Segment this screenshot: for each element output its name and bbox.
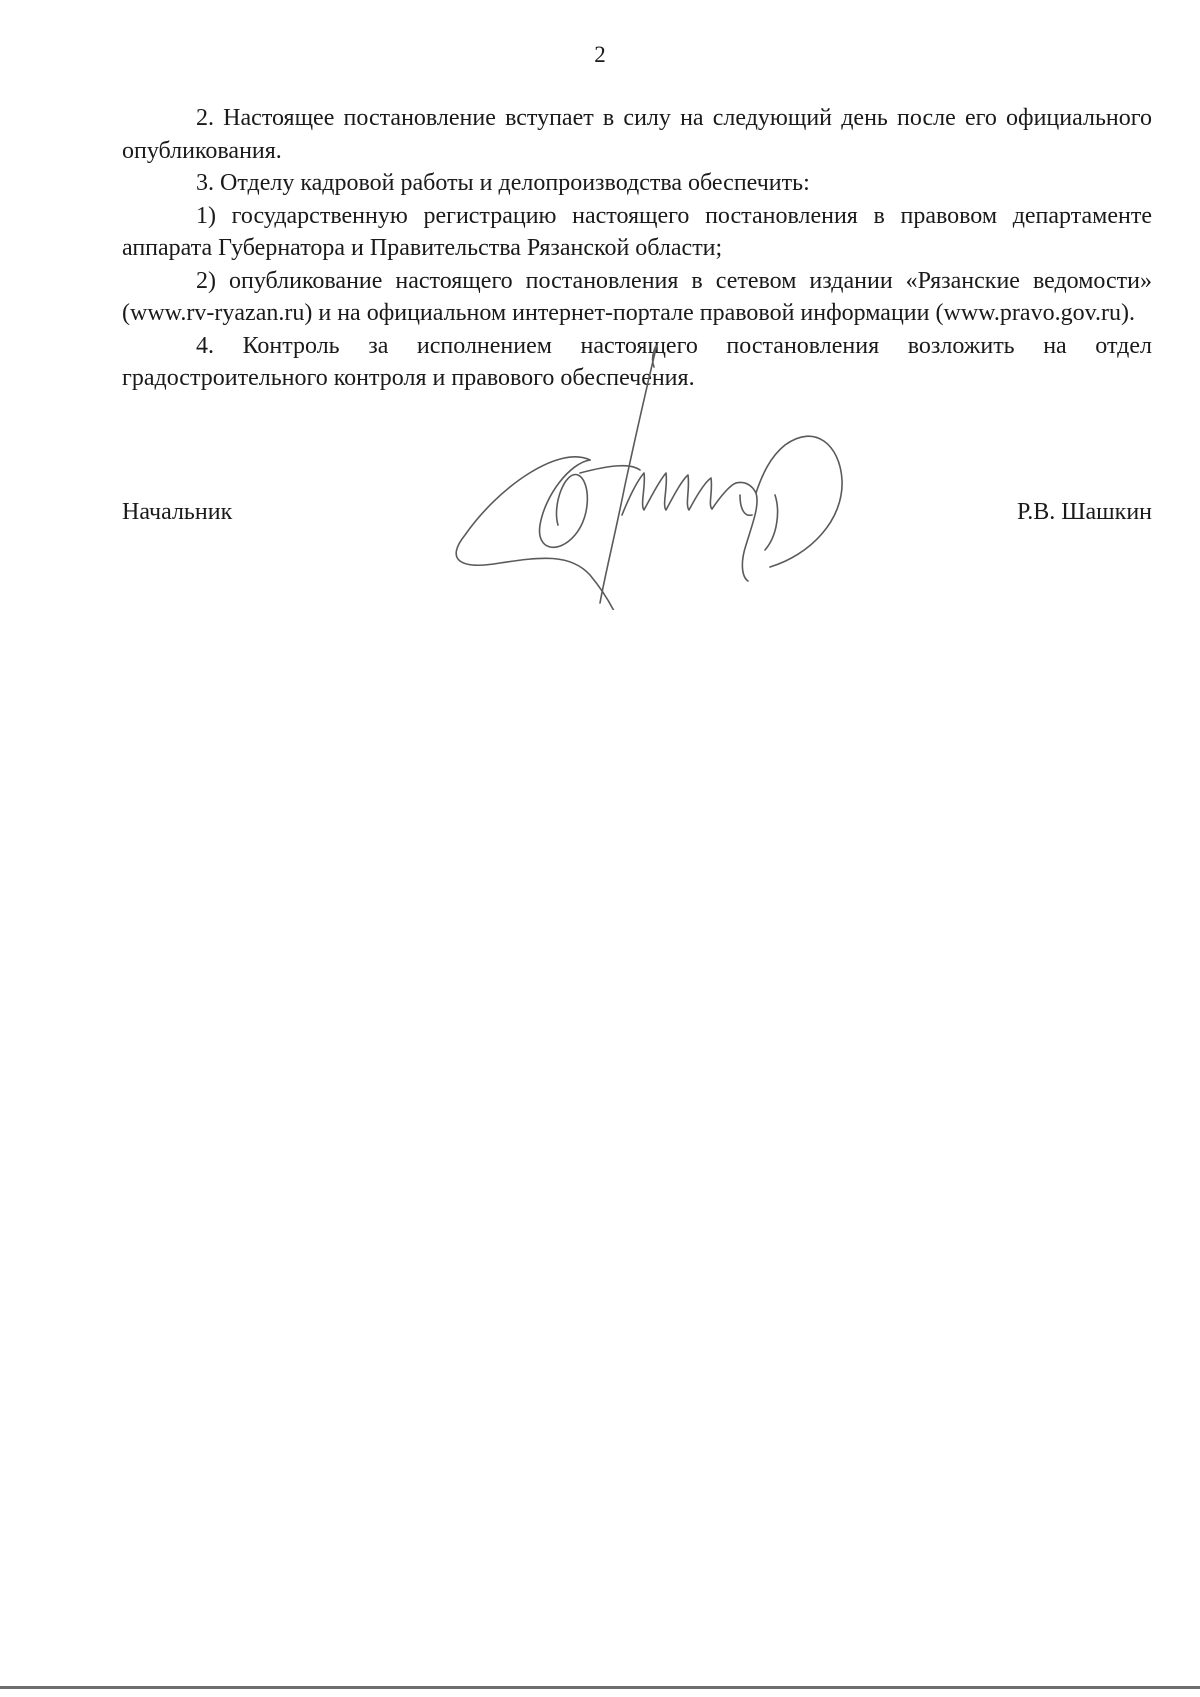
paragraph-item-4: 4. Контроль за исполнением настоящего постановления возложить на отдел градостроительного контроля и правового обеспечения. [122,332,1152,391]
page-number: 2 [594,42,606,67]
signature-block [122,496,1152,536]
paragraph-subitem-1: 1) государственную регистрацию настоящего постановления в правовом департаменте аппарата Губернатора и Правительства Рязанской области; [122,202,1152,261]
paragraph-subitem-2: 2) опубликование настоящего постановления в сетевом издании «Рязанские ведомости» (www.rv-ryazan.ru) и на официальном интернет-портале правовой информации (www.pravo.gov.ru). [122,267,1152,326]
position-title: Начальник [122,499,233,525]
document-body [122,102,1152,395]
paragraph-item-2: 2. Настоящее постановление вступает в силу на следующий день после его официального опубликования. [122,105,1152,164]
paragraph-item-3: 3. Отделу кадровой работы и делопроизводства обеспечить: [196,170,810,196]
signer-name: Р.В. Шашкин [1016,499,1152,525]
bottom-rule [0,1686,1200,1689]
